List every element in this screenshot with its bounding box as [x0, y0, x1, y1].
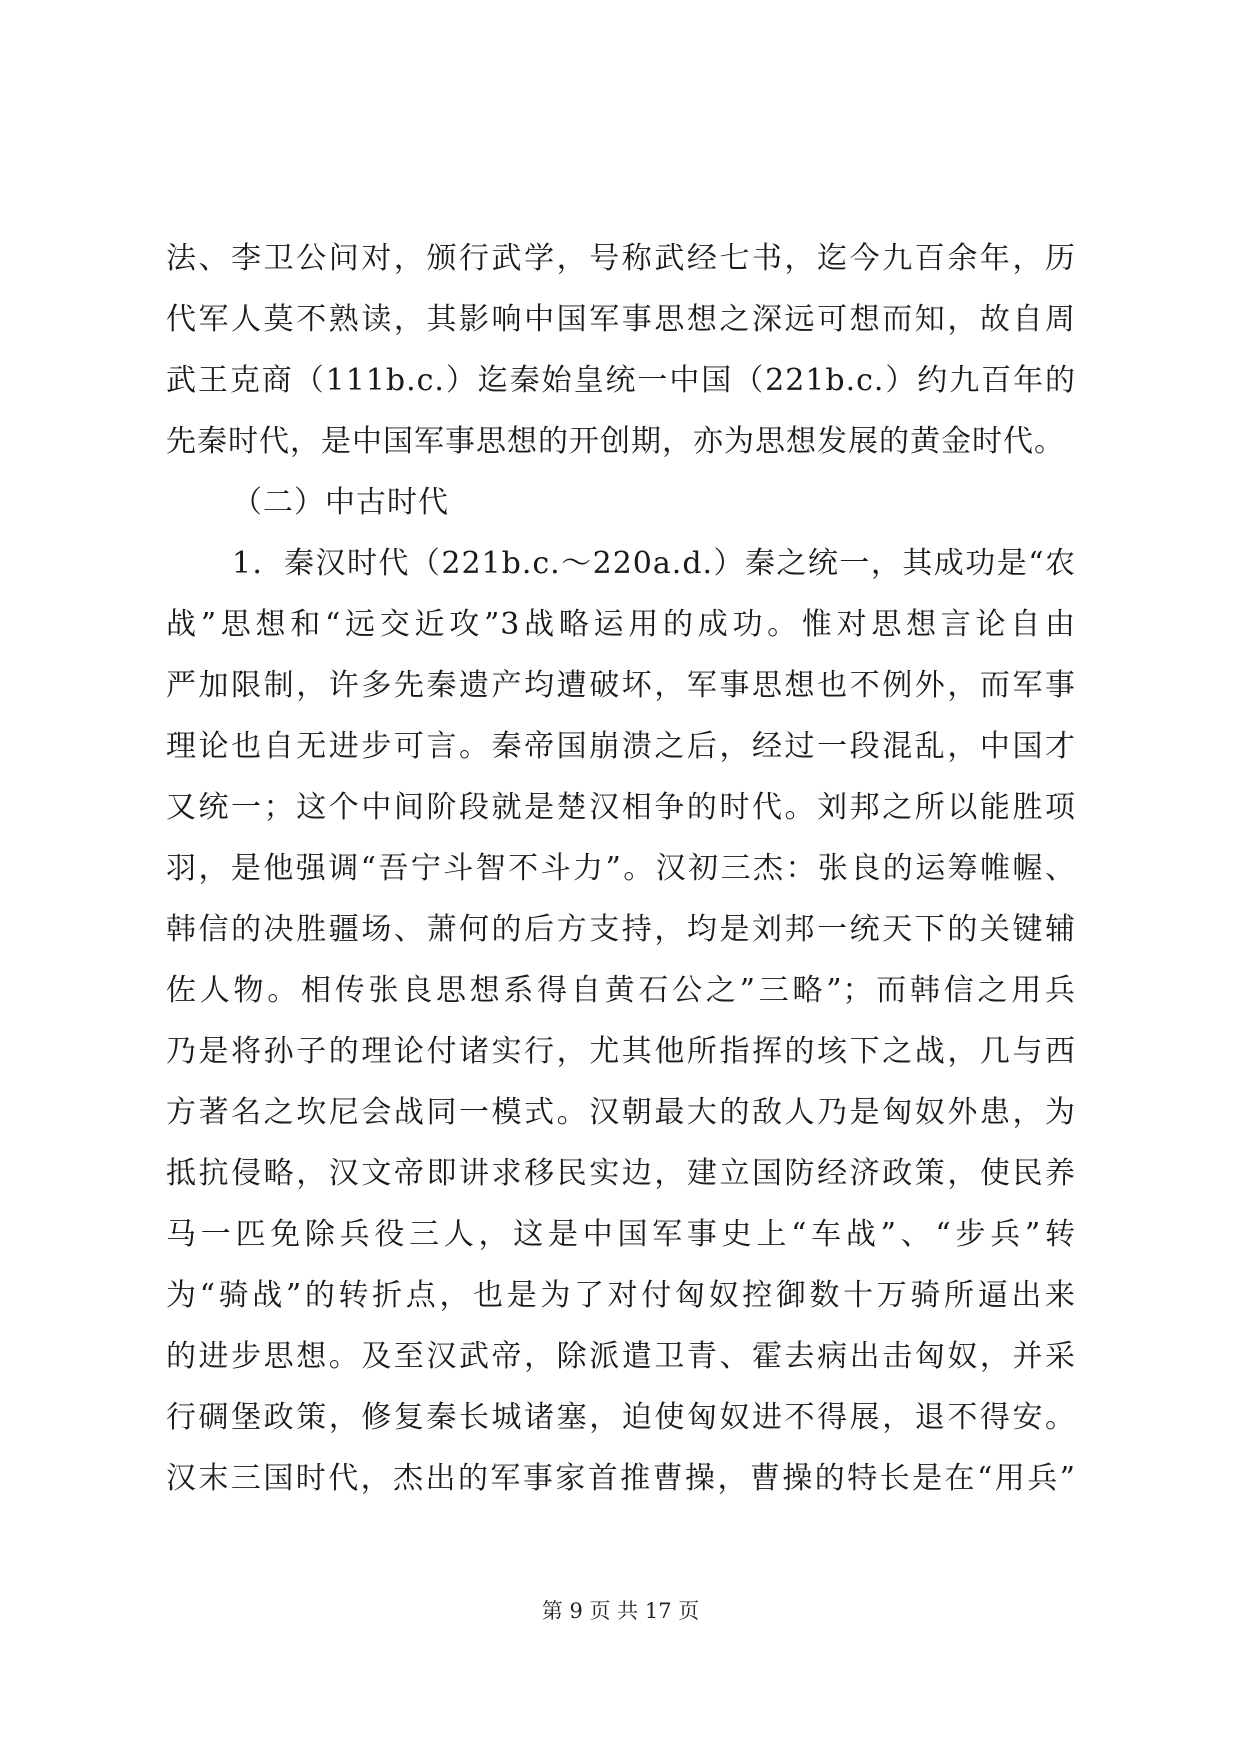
text-line: 佐人物。相传张良思想系得自黄石公之”三略”；而韩信之用兵 — [166, 973, 1076, 1008]
text-line: 为“骑战”的转折点，也是为了对付匈奴控御数十万骑所逼出来 — [166, 1278, 1076, 1313]
text-line: 先秦时代，是中国军事思想的开创期，亦为思想发展的黄金时代。 — [166, 424, 1065, 459]
text-line: 武王克商（111b.c.）迄秦始皇统一中国（221b.c.）约九百年的 — [166, 363, 1076, 398]
text-line: 又统一；这个中间阶段就是楚汉相争的时代。刘邦之所以能胜项 — [166, 790, 1076, 825]
text-line: 汉末三国时代，杰出的军事家首推曹操，曹操的特长是在“用兵” — [166, 1461, 1076, 1496]
page-number-footer: 第 9 页 共 17 页 — [541, 1599, 700, 1623]
text-line: 韩信的决胜疆场、萧何的后方支持，均是刘邦一统天下的关键辅 — [166, 912, 1076, 947]
text-line: 乃是将孙子的理论付诸实行，尤其他所指挥的垓下之战，几与西 — [166, 1034, 1076, 1069]
text-line: 1．秦汉时代（221b.c.～220a.d.）秦之统一，其成功是“农 — [232, 546, 1076, 581]
text-line: 羽，是他强调“吾宁斗智不斗力”。汉初三杰：张良的运筹帷幄、 — [166, 851, 1076, 886]
text-line: 法、李卫公问对，颁行武学，号称武经七书，迄今九百余年，历 — [166, 241, 1076, 276]
text-line: 行碉堡政策，修复秦长城诸塞，迫使匈奴进不得展，退不得安。 — [166, 1400, 1076, 1435]
text-line: 代军人莫不熟读，其影响中国军事思想之深远可想而知，故自周 — [166, 302, 1076, 337]
text-line: 方著名之坎尼会战同一模式。汉朝最大的敌人乃是匈奴外患，为 — [166, 1095, 1076, 1130]
section-heading: （二）中古时代 — [232, 485, 449, 520]
body-text — [166, 228, 1076, 1509]
text-line: 战”思想和“远交近攻”3战略运用的成功。惟对思想言论自由 — [166, 607, 1076, 642]
text-line: 的进步思想。及至汉武帝，除派遣卫青、霍去病出击匈奴，并采 — [166, 1339, 1076, 1374]
text-line: 抵抗侵略，汉文帝即讲求移民实边，建立国防经济政策，使民养 — [166, 1156, 1076, 1191]
text-line: 严加限制，许多先秦遗产均遭破坏，军事思想也不例外，而军事 — [166, 668, 1076, 703]
text-line: 理论也自无进步可言。秦帝国崩溃之后，经过一段混乱，中国才 — [166, 729, 1076, 764]
text-line: 马一匹免除兵役三人，这是中国军事史上“车战”、“步兵”转 — [166, 1217, 1076, 1252]
